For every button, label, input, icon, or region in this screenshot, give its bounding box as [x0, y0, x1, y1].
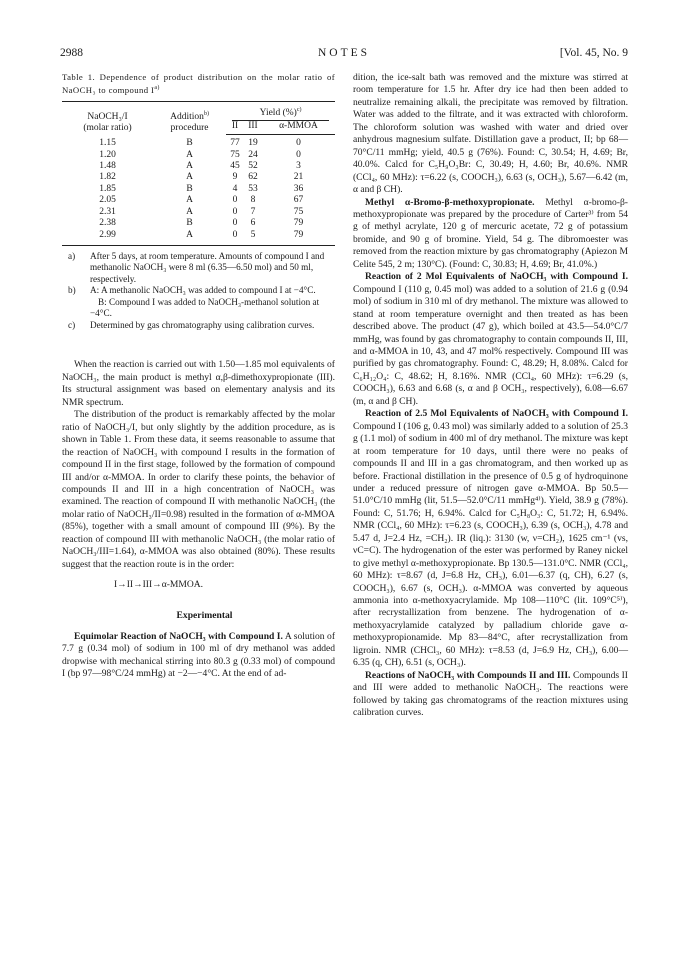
section-title: Experimental: [176, 609, 233, 621]
col-header-ammoa: α-MMOA: [262, 121, 335, 135]
table-cell: 0: [232, 206, 238, 217]
body-paragraph: Equimolar Reaction of NaOCH₃ with Compound I. A solution of 7.7 g (0.34 mol) of sodium in 100 ml of dry methanol was added dropwise with mechanical stirring into 80.3 g (0.33 mol) of compound I (bp 97—98°C/24 mmHg) at −2—−4°C. At the end of ad-: [62, 631, 335, 680]
table-row: [62, 207, 335, 218]
table-cell: B: [186, 218, 193, 229]
body-paragraph: When the reaction is carried out with 1.50—1.85 mol equivalents of NaOCH₃, the main product is methyl α,β-dimethoxypropionate (III). Its structural assignment was based on elementary analysis and its NMR spectrum.: [62, 359, 335, 408]
table-cell: 79: [293, 218, 304, 229]
left-column: [62, 72, 335, 681]
table-cell: 75: [230, 149, 240, 160]
subsection-heading: Reaction of 2.5 Mol Equivalents of NaOCH₃ with Compound I.: [365, 408, 628, 420]
table-cell: 75: [293, 206, 304, 217]
table-cell: 45: [230, 161, 240, 172]
table-cell: 53: [248, 183, 258, 194]
table-cell: 5: [244, 230, 262, 246]
volume-info: [Vol. 45, No. 9: [559, 47, 628, 59]
subsection-heading: Methyl α-Bromo-β-methoxypropionate.: [365, 196, 535, 208]
table-cell: 1.82: [99, 172, 116, 183]
table-cell: A: [186, 149, 193, 160]
table-row: [62, 172, 335, 183]
table-cell: A: [186, 195, 193, 206]
results-table: [62, 101, 335, 246]
page-header: [60, 47, 628, 61]
body-paragraph: Reactions of NaOCH₃ with Compounds II and III. Compounds II and III were added to methanolic NaOCH₃. The reactions were followed by taking gas chromatograms of the reaction mixtures using calibration curves.: [353, 669, 628, 719]
table-row: [62, 230, 335, 246]
table-row: [62, 195, 335, 206]
col-header-iii: III: [244, 121, 262, 135]
table-cell: 1.85: [99, 183, 116, 194]
table-cell: A: [153, 230, 226, 246]
subsection-heading: Reactions of NaOCH₃ with Compounds II and III.: [365, 669, 571, 681]
table-cell: 62: [248, 172, 258, 183]
table-cell: 79: [262, 230, 335, 246]
table-cell: 21: [293, 172, 304, 183]
table-cell: 2.05: [99, 195, 116, 206]
table-cell: 77: [230, 138, 240, 149]
table-row: [62, 161, 335, 172]
table-cell: 0: [232, 218, 238, 229]
table-cell: 19: [248, 138, 258, 149]
table-cell: 1.48: [99, 161, 116, 172]
table-row: [62, 218, 335, 229]
table-cell: 3: [296, 161, 301, 172]
table-cell: 2.31: [99, 206, 116, 217]
subsection-heading: Reaction of 2 Mol Equivalents of NaOCH₃ with Compound I.: [365, 271, 628, 283]
subsection-heading: Equimolar Reaction of NaOCH₃ with Compound I.: [74, 631, 283, 643]
body-paragraph: dition, the ice-salt bath was removed and the mixture was stirred at room temperature for 1.5 hr. After dry ice had then been added to neutralize remaining alkali, the precipitate was removed by filtration. Water was added to the filtrate, and it was extracted with chloroform. The chloroform solution was washed with water and dried over anhydrous magnesium sulfate. Distillation gave a product, II; bp 68—70°C/11 mmHg; yield, 40.5 g (76%). Found: C, 30.54; H, 4.69; Br, 40.0%. Calcd for C₅H₉O₃Br: C, 30.49; H, 4.60; Br, 40.6%. NMR (CCl₄, 60 MHz): τ=6.22 (s, COOCH₃), 6.63 (s, OCH₃), 5.67—6.42 (m, α and β CH).: [353, 72, 628, 196]
table-cell: 36: [293, 183, 304, 194]
journal-section: NOTES: [317, 47, 371, 59]
page-number: 2988: [60, 47, 83, 59]
table-cell: 2.38: [99, 218, 116, 229]
col-header-ratio: NaOCH₃/I (molar ratio): [62, 102, 153, 135]
table-cell: 67: [293, 195, 304, 206]
table-cell: 24: [248, 149, 258, 160]
table-cell: 1.20: [99, 149, 116, 160]
table-cell: 52: [248, 161, 258, 172]
body-paragraph: The distribution of the product is remarkably affected by the molar ratio of NaOCH₃/I, but only slightly by the addition procedure, as is shown in Table 1. From these data, it seems reasonable to assume that the reaction of NaOCH₃ with compound I results in the formation of compound II in the first stage, followed by the formation of compound III and/or α-MMOA. In order to clarify these points, the behavior of compounds II and III in a high concentration of NaOCH₃ was examined. The reaction of compound II with methanolic NaOCH₃ (the molar ratio of NaOCH₃/II=0.98) resulted in the formation of α-MMOA (85%), together with a small amount of compound III (9%). By the reaction of compound III with methanolic NaOCH₃ (the molar ratio of NaOCH₃/III=1.64), α-MMOA was also obtained (80%). These results suggest that the reaction route is in the order:: [62, 409, 335, 570]
table-note: b) A: A methanolic NaOCH₃ was added to compound I at −4°C.: [68, 285, 316, 296]
table-cell: 6: [250, 218, 256, 229]
table-cell: 2.99: [62, 230, 153, 246]
table-cell: 9: [232, 172, 238, 183]
table-cell: A: [186, 206, 193, 217]
table-cell: 0: [296, 138, 301, 149]
body-paragraph: Methyl α-Bromo-β-methoxypropionate. Methyl α-bromo-β-methoxypropionate was prepared by the procedure of Carter³⁾ from 54 g of methyl acrylate, 120 g of mercuric acetate, 72 g of potassium bromide, and 90 g of bromine. Yield, 54 g. The dibromoester was removed from the reaction mixture by gas chromatography (Apiezon M Celite 545, 2 m; 130°C). (Found: C, 30.83; H, 4.69; Br, 41.0%.): [353, 196, 628, 270]
col-header-addition: Addition$^{b)}$ procedure: [153, 102, 226, 135]
reaction-scheme: I→II→III→α-MMOA.: [114, 579, 204, 591]
table-cell: A: [186, 172, 193, 183]
col-header-ii: II: [226, 121, 244, 135]
table-note: B: Compound I was added to NaOCH₃-methanol solution at −4°C.: [90, 296, 320, 319]
table-cell: B: [186, 183, 193, 194]
table-cell: 4: [232, 183, 238, 194]
table-cell: 1.15: [99, 138, 116, 149]
table-cell: B: [186, 138, 193, 149]
right-column: [353, 72, 628, 720]
table-note: c) Determined by gas chromatography using calibration curves.: [68, 319, 315, 330]
table-row: [62, 184, 335, 195]
table-cell: 0: [232, 195, 238, 206]
table-note: a) After 5 days, at room temperature. Amounts of compound I and methanolic NaOCH₃ were 8 ml (6.35—6.50 mol) and 50 ml, respectively.: [68, 250, 325, 284]
table-cell: 8: [250, 195, 256, 206]
table-cell: 7: [250, 206, 256, 217]
body-paragraph: Reaction of 2 Mol Equivalents of NaOCH₃ with Compound I. Compound I (110 g, 0.45 mol) was added to a solution of 21.6 g (0.94 mol) of sodium in 310 ml of dry methanol. The mixture was allowed to stand at room temperature overnight and then treated as has been described above. The product (47 g), which boiled at 43.5—54.0°C/7 mmHg, was found by gas chromatography to contain compounds II, III, and α-MMOA in 10, 43, and 47 mol% respectively. Compound III was purified by gas chromatography. Found: C, 48.29; H, 8.08%. Calcd for C₆H₁₂O₄: C, 48.62; H, 8.16%. NMR (CCl₄, 60 MHz): τ=6.29 (s, COOCH₃), 6.63 and 6.68 (s, α and β OCH₃, respectively), 6.08—6.67 (m, α and β CH).: [353, 271, 628, 407]
table-row: [62, 150, 335, 161]
body-paragraph: Reaction of 2.5 Mol Equivalents of NaOCH₃ with Compound I. Compound I (106 g, 0.43 mol) was similarly added to a solution of 25.3 g (1.1 mol) of sodium in 400 ml of dry methanol. The mixture was kept at room temperature for 10 days, until there were no peaks of compounds II and III in a gas chromatogram, and then worked up as before. Fractional distillation in the presence of 0.5 g of hydroquinone under a reduced pressure of nitrogen gave α-MMOA. Bp 50.5—51.0°C/10 mmHg (lit, 51.5—52.0°C/11 mmHg⁴⁾). Yield, 38.9 g (78%). Found: C, 51.76; H, 6.94%. Calcd for C₅H₈O₃: C, 51.72; H, 6.94%. NMR (CCl₄, 60 MHz): τ=6.23 (s, COOCH₃), 6.39 (s, OCH₃), 4.78 and 5.47 d, J=2.4 Hz, =CH₂). IR (liq.): 3130 (w, ν=CH₂), 1625 cm⁻¹ (vs, νC=C). The hydrogenation of the ester was performed by Raney nickel to give methyl α-methoxypropionate. Bp 130.5—131.0°C. NMR (CCl₄, 60 MHz): τ=8.67 (d, J=6.8 Hz, CH₃), 6.01—6.37 (q, CH), 6.27 (s, COOCH₃), 6.67 (s, OCH₃). α-MMOA was converted by aqueous ammonia into α-methoxyacrylamide. Mp 108—110°C (lit. 109°C⁵⁾), after recrystallization from benzene. The hydrogenation of α-methoxyacrylamide catalyzed by palladium chloride gave α-methoxypropionamide. Mp 83—84°C, after recrystallization from ligroin. NMR (CHCl₃, 60 MHz): τ=8.53 (d, J=6.9 Hz, CH₃), 6.00—6.35 (q, CH), 6.51 (s, OCH₃).: [353, 408, 628, 669]
table-notes: [62, 251, 335, 332]
table-cell: 0: [296, 149, 301, 160]
table-cell: A: [186, 161, 193, 172]
table-row: [62, 135, 335, 150]
col-header-yield: Yield (%)$^{c)}$: [226, 102, 335, 121]
table-caption: Table 1. Dependence of product distribution on the molar ratio of NaOCH₃ to compound $I^{a)}$: [62, 72, 335, 96]
table-cell: 0: [226, 230, 244, 246]
